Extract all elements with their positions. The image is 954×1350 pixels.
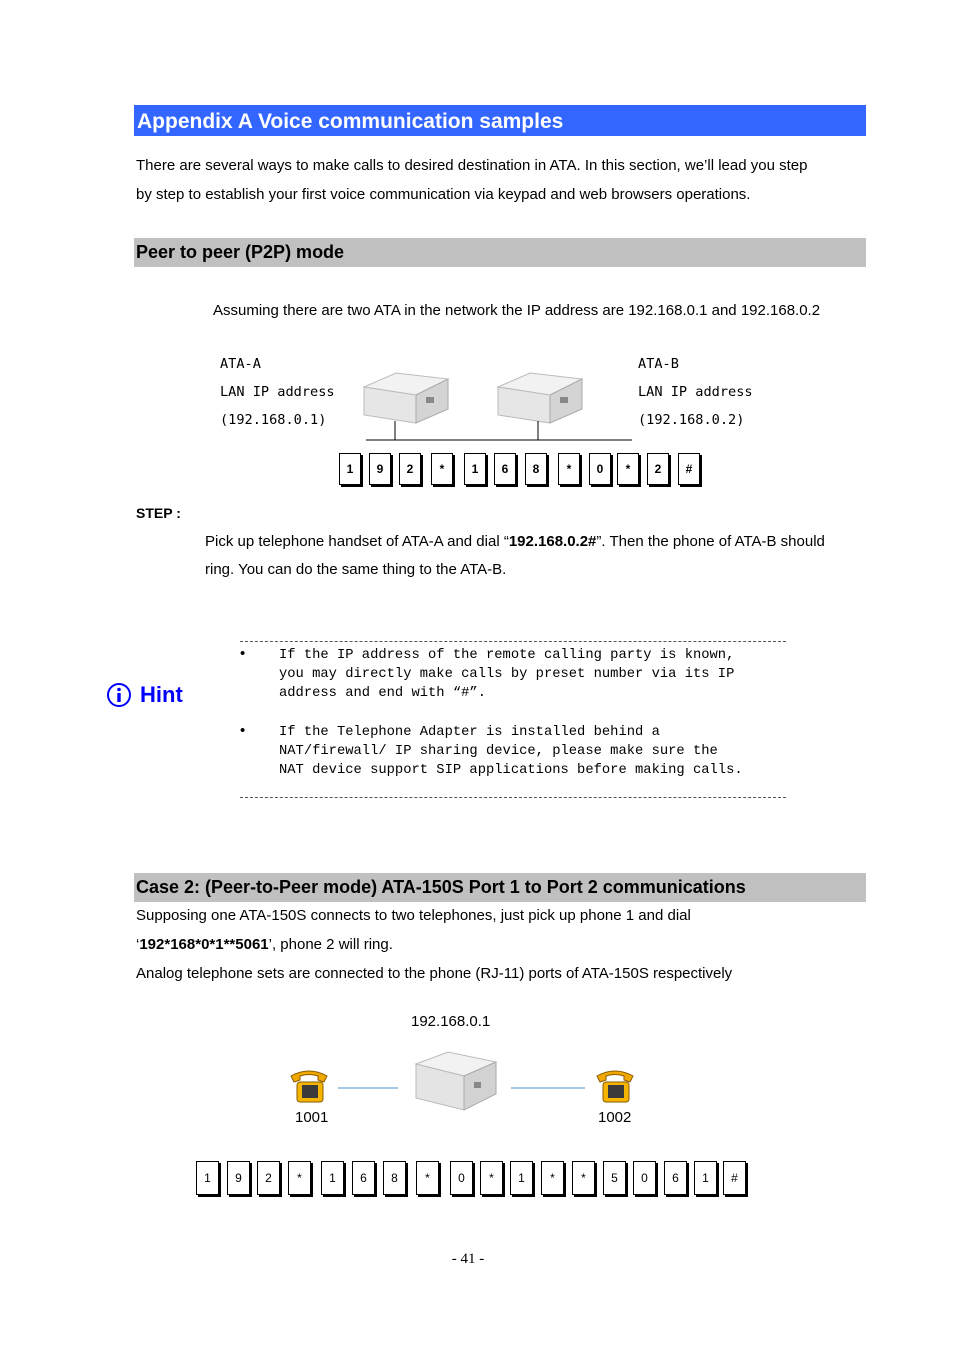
case2-heading: Case 2: (Peer-to-Peer mode) ATA-150S Port 1 to Port 2 communications xyxy=(136,877,746,897)
phone-1-cable xyxy=(338,1086,400,1090)
case2-line-1: Supposing one ATA-150S connects to two telephones, just pick up phone 1 and dial xyxy=(136,907,691,924)
step-line-2: ring. You can do the same thing to the ATA-B. xyxy=(205,561,507,578)
hint-item-1: If the IP address of the remote calling party is known, you may directly make calls by preset number via its IP address and end with “#”. xyxy=(279,648,735,701)
telephone-icon xyxy=(288,1068,330,1104)
dial-key: 0 xyxy=(633,1161,656,1195)
step-label: STEP : xyxy=(136,505,181,521)
case2-heading-bar xyxy=(134,873,866,902)
dial-key: 8 xyxy=(383,1161,406,1195)
dial-key: 1 xyxy=(510,1161,533,1195)
dial-key: 1 xyxy=(464,453,486,485)
dial-key: 6 xyxy=(664,1161,687,1195)
dial-key: 1 xyxy=(196,1161,219,1195)
step-text-post: ”. Then the phone of ATA-B should xyxy=(596,533,825,550)
dial-key: 1 xyxy=(694,1161,717,1195)
dial-key: * xyxy=(572,1161,595,1195)
case2-line2-pre: ‘ xyxy=(136,936,140,953)
case2-device-ip: 192.168.0.1 xyxy=(411,1013,491,1030)
intro-line-2: by step to establish your first voice communication via keypad and web browsers operations. xyxy=(136,186,751,203)
hint-callout xyxy=(106,682,183,708)
dial-key: 9 xyxy=(369,453,391,485)
p2p-heading-bar xyxy=(134,238,866,267)
ata-b-ip: (192.168.0.2) xyxy=(638,412,745,428)
p2p-assumption: Assuming there are two ATA in the network the IP address are 192.168.0.1 and 192.168.0.2 xyxy=(213,302,821,319)
info-icon xyxy=(106,682,132,708)
case2-line-3: Analog telephone sets are connected to the phone (RJ-11) ports of ATA-150S respectively xyxy=(136,965,733,982)
dial-key: 6 xyxy=(352,1161,375,1195)
ata-a-label: LAN IP address xyxy=(220,384,335,400)
hint-bullet-1: • xyxy=(240,645,246,662)
dial-key: 8 xyxy=(525,453,547,485)
dial-key: 1 xyxy=(321,1161,344,1195)
appendix-title: Appendix A Voice communication samples xyxy=(137,110,564,133)
step-line-1 xyxy=(205,527,825,556)
dial-key: * xyxy=(480,1161,503,1195)
dial-key: * xyxy=(617,453,639,485)
dial-key: 2 xyxy=(399,453,421,485)
dial-key: 9 xyxy=(227,1161,250,1195)
dial-key: 6 xyxy=(494,453,516,485)
telephone-icon xyxy=(594,1068,636,1104)
dial-key: * xyxy=(558,453,580,485)
dial-key: * xyxy=(431,453,453,485)
dial-key: 2 xyxy=(647,453,669,485)
network-line xyxy=(360,415,640,445)
ata-150s-device-image xyxy=(412,1048,500,1114)
page-number: - 41 - xyxy=(451,1251,485,1267)
hint-label: Hint xyxy=(140,682,183,707)
step-text-bold: 192.168.0.2# xyxy=(508,533,597,550)
appendix-heading-bar xyxy=(134,105,866,136)
case2-line2-post: ’, phone 2 will ring. xyxy=(268,936,393,953)
hint-item-2: If the Telephone Adapter is installed behind a NAT/firewall/ IP sharing device, please make sure the NAT device support SIP applications before making calls. xyxy=(279,725,743,778)
ata-b-label: LAN IP address xyxy=(638,384,753,400)
dial-key: # xyxy=(723,1161,746,1195)
dial-key: * xyxy=(416,1161,439,1195)
case2-line-2 xyxy=(136,930,393,959)
hint-bullet-2: • xyxy=(240,722,246,739)
p2p-heading: Peer to peer (P2P) mode xyxy=(136,242,345,262)
dial-key: 2 xyxy=(257,1161,280,1195)
dial-key: 1 xyxy=(339,453,361,485)
intro-line-1: There are several ways to make calls to desired destination in ATA. In this section, we’ll lead you step xyxy=(136,157,808,174)
dial-key: * xyxy=(541,1161,564,1195)
dial-key: 0 xyxy=(450,1161,473,1195)
ata-a-name: ATA-A xyxy=(220,356,261,372)
dial-key: 0 xyxy=(589,453,611,485)
dial-key: # xyxy=(678,453,700,485)
phone-2-number: 1002 xyxy=(598,1109,632,1126)
phone-2-cable xyxy=(511,1086,587,1090)
dial-key: 5 xyxy=(603,1161,626,1195)
step-text-pre: Pick up telephone handset of ATA-A and dial “ xyxy=(205,533,509,550)
dial-key: * xyxy=(288,1161,311,1195)
ata-a-ip: (192.168.0.1) xyxy=(220,412,327,428)
ata-b-name: ATA-B xyxy=(638,356,679,372)
case2-dial-string: 192*168*0*1**5061 xyxy=(139,936,269,953)
phone-1-number: 1001 xyxy=(295,1109,329,1126)
